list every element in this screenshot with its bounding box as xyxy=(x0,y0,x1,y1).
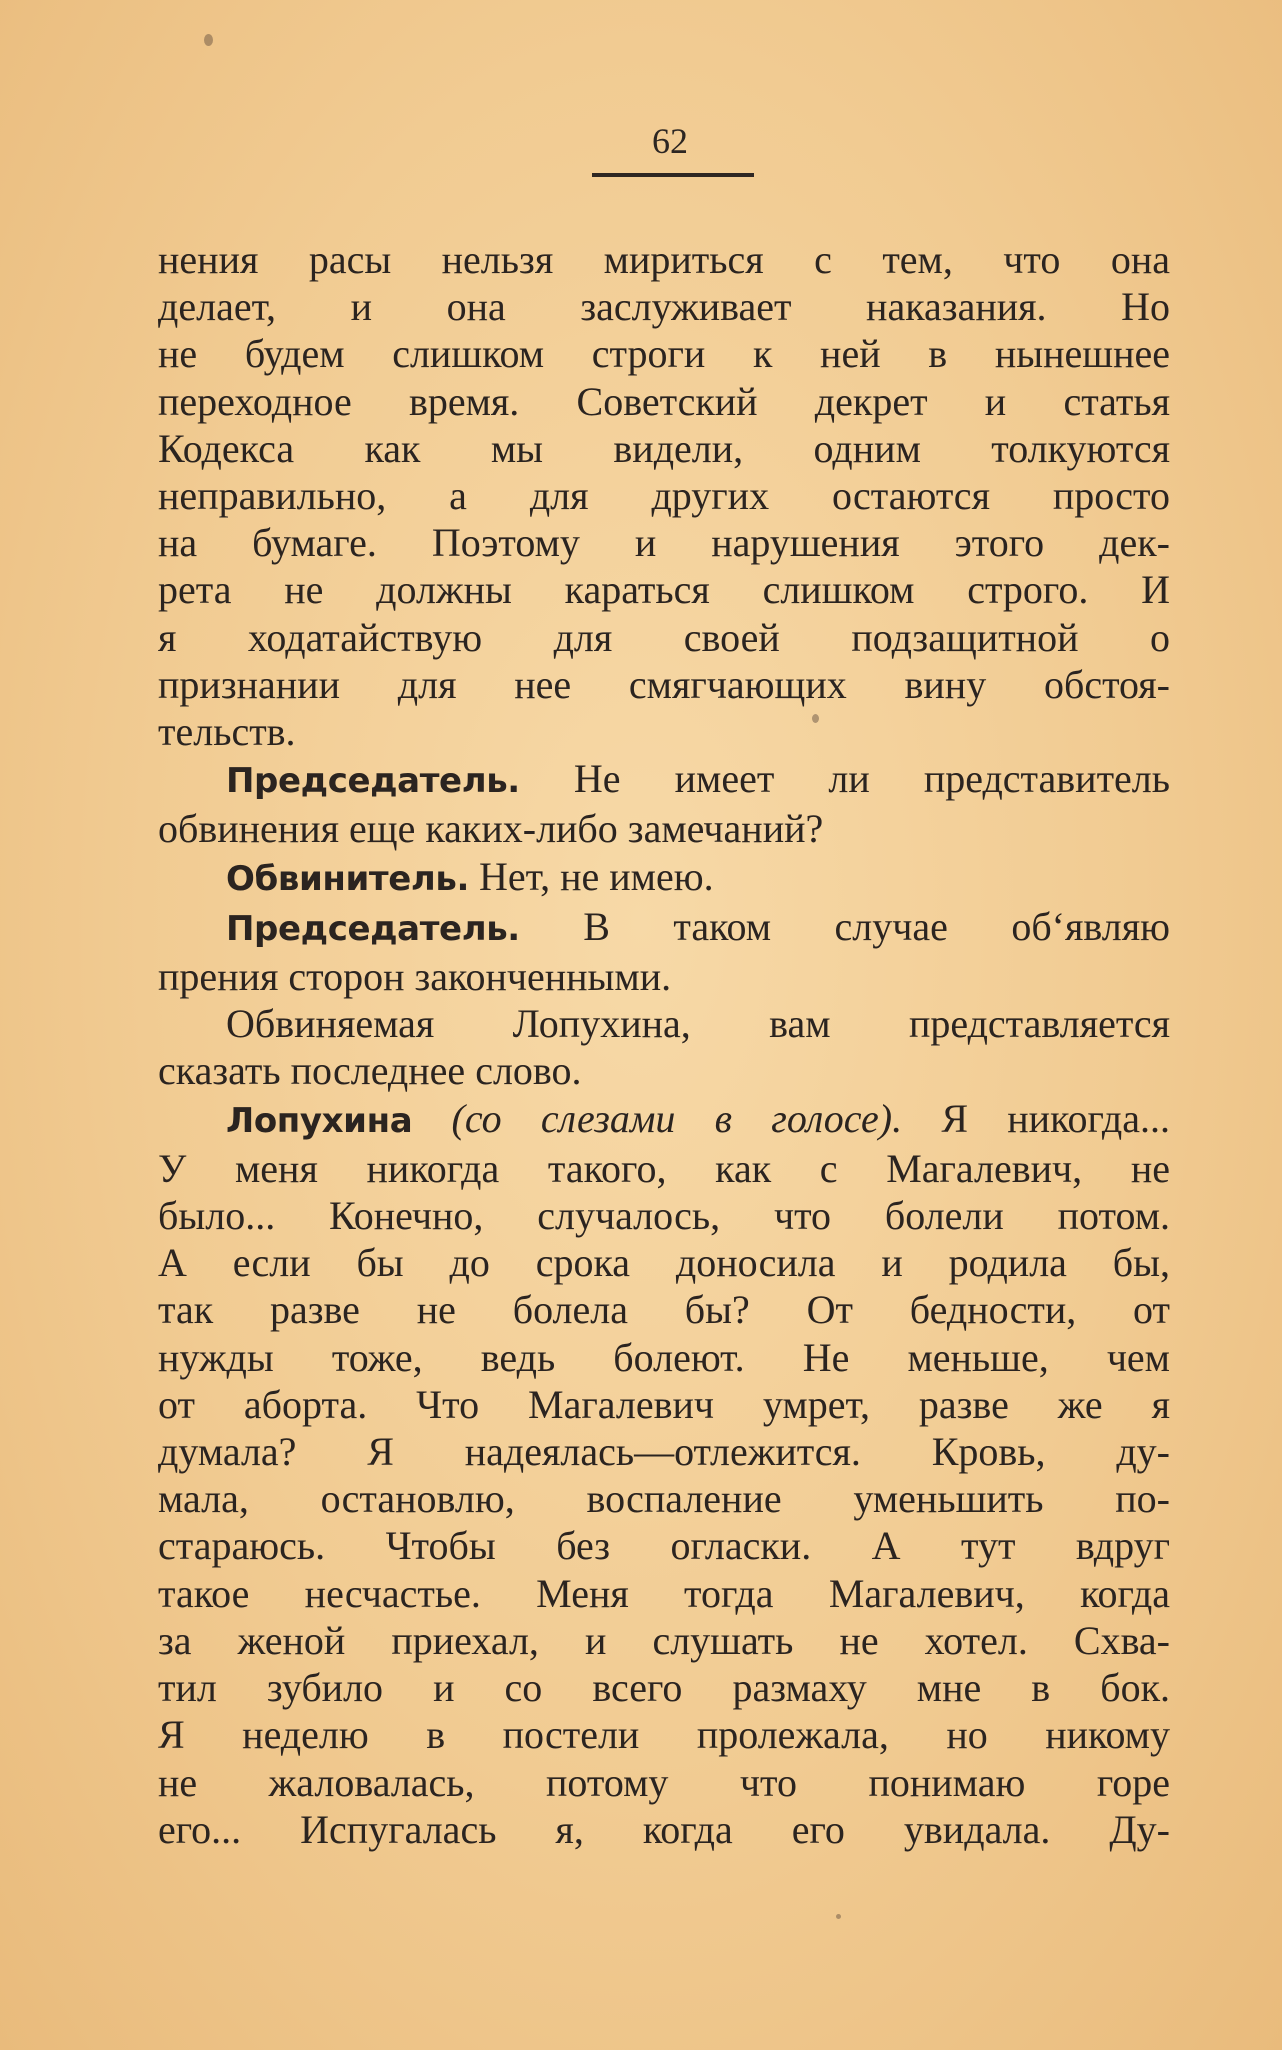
text-line: за женой приехал, и слушать не хотел. Схва- xyxy=(158,1617,1170,1663)
text-line: неправильно, а для другиx остаются просто xyxy=(158,473,1170,519)
text-line: так разве не болела бы? От бедности, от xyxy=(158,1287,1170,1333)
text-line: не будем слишком строги к ней в нынешнее xyxy=(158,331,1170,377)
text-line: нужды тоже, ведь болеют. Не меньше, чем xyxy=(158,1334,1170,1380)
text-line: тил зубило и со всего размаху мне в бок. xyxy=(158,1665,1170,1711)
paragraph-address-defendant xyxy=(158,1000,1170,1094)
text-line: не жаловалась, потому что понимаю горе xyxy=(158,1759,1170,1805)
text-line: сказать последнее слово. xyxy=(158,1048,582,1094)
utterance: Не имеет ли представитель xyxy=(573,756,1171,802)
dialogue-prosecutor-answer xyxy=(158,853,1170,903)
page-text xyxy=(158,236,1170,1853)
speaker-label: Обвинитель. xyxy=(226,858,469,899)
text-line xyxy=(158,903,1170,953)
text-line xyxy=(158,853,1170,903)
speaker-label: Лопухина xyxy=(226,1100,413,1141)
dialogue-lopukhina-last-word xyxy=(158,1095,1170,1853)
text-line: обвинения еще каких-либо замечаний? xyxy=(158,806,824,852)
stage-direction: (со слезами в голосе). xyxy=(451,1095,903,1141)
text-line: делает, и она заслуживает наказания. Но xyxy=(158,284,1170,330)
page-number: 62 xyxy=(652,121,688,161)
text-line: от аборта. Что Магалевич умрет, разве же я xyxy=(158,1381,1170,1427)
text-line: было... Конечно, случалось, что болели потом. xyxy=(158,1193,1170,1239)
utterance: В таком случае об‘являю xyxy=(583,903,1170,949)
text-line: тельств. xyxy=(158,709,296,755)
text-line: рета не должны караться слишком строго. И xyxy=(158,567,1170,613)
text-line: Обвиняемая Лопухина, вам представляется xyxy=(226,1001,1170,1047)
text-line: такое несчастье. Меня тогда Магалевич, когда xyxy=(158,1570,1170,1616)
text-line: А если бы до срока доносила и родила бы, xyxy=(158,1240,1170,1286)
text-line: нения расы нельзя мириться с тем, что она xyxy=(158,237,1170,282)
paragraph-defense-speech xyxy=(158,236,1170,755)
text-line: мала, остановлю, воспаление уменьшить по- xyxy=(158,1476,1170,1522)
text-line: У меня никогда такого, как с Магалевич, не xyxy=(158,1145,1170,1191)
text-line: я ходатайствую для своей подзащитной о xyxy=(158,614,1170,660)
text-line xyxy=(158,1095,1170,1145)
text-line: его... Испугалась я, когда его увидала. Ду- xyxy=(158,1806,1170,1852)
text-line xyxy=(158,755,1170,805)
text-line: признании для нее смягчающих вину обстоя- xyxy=(158,661,1170,707)
text-line: стараюсь. Чтобы без огласки. А тут вдруг xyxy=(158,1523,1170,1569)
text-line: Я неделю в постели пролежала, но никому xyxy=(158,1712,1170,1758)
header-rule xyxy=(592,173,754,177)
paper-speck xyxy=(836,1914,841,1919)
dialogue-chairman-question xyxy=(158,755,1170,852)
speaker-label: Председатель. xyxy=(226,908,520,949)
paper-speck xyxy=(204,34,213,46)
utterance: Я никогда... xyxy=(941,1095,1170,1141)
text-line: думала? Я надеялась—отлежится. Кровь, ду- xyxy=(158,1429,1170,1475)
dialogue-chairman-closing xyxy=(158,903,1170,1000)
text-line: прения сторон законченными. xyxy=(158,954,672,1000)
text-line: переходное время. Советский декрет и статья xyxy=(158,378,1170,424)
utterance: Нет, не имею. xyxy=(478,853,714,899)
text-line: Кодекса как мы видели, одним толкуются xyxy=(158,425,1170,471)
text-line: на бумаге. Поэтому и нарушения этого дек- xyxy=(158,520,1170,566)
speaker-label: Председатель. xyxy=(226,761,520,802)
